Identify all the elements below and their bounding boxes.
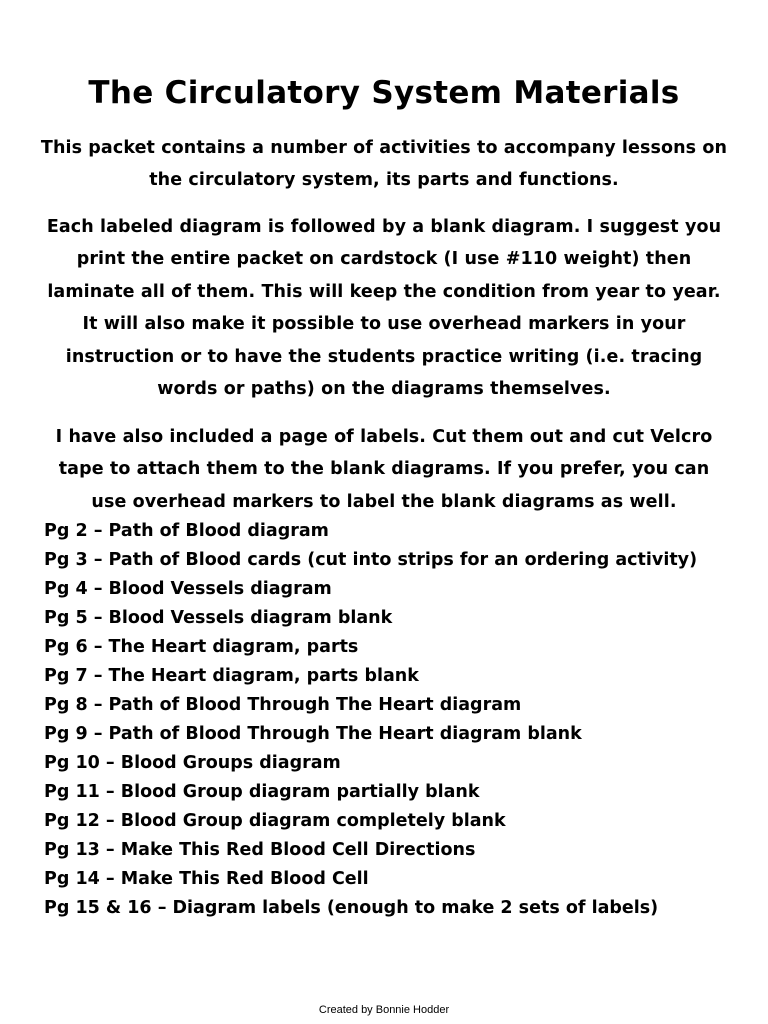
- list-item: Pg 12 – Blood Group diagram completely blank: [44, 811, 506, 831]
- page-title: The Circulatory System Materials: [88, 74, 680, 111]
- list-item: Pg 14 – Make This Red Blood Cell: [44, 869, 369, 889]
- contents-list: [44, 517, 744, 923]
- list-item: Pg 4 – Blood Vessels diagram: [44, 579, 332, 599]
- list-item: Pg 13 – Make This Red Blood Cell Directions: [44, 840, 476, 860]
- intro-paragraph: This packet contains a number of activities to accompany lessons on the circulatory system, its parts and functions.: [40, 137, 728, 190]
- instructions-paragraph: Each labeled diagram is followed by a blank diagram. I suggest you print the entire packet on cardstock (I use #110 weight) then laminate all of them. This will keep the condition from year to year. It will also make it possible to use overhead markers in your instruction or to have the students practice writing (i.e. tracing words or paths) on the diagrams themselves.: [46, 216, 722, 399]
- list-item: Pg 3 – Path of Blood cards (cut into strips for an ordering activity): [44, 550, 698, 570]
- list-item: Pg 6 – The Heart diagram, parts: [44, 637, 359, 657]
- labels-paragraph: I have also included a page of labels. Cut them out and cut Velcro tape to attach them to the blank diagrams. If you prefer, you can use overhead markers to label the blank diagrams as well.: [55, 426, 713, 512]
- list-item: Pg 7 – The Heart diagram, parts blank: [44, 666, 419, 686]
- list-item: Pg 15 & 16 – Diagram labels (enough to make 2 sets of labels): [44, 898, 659, 918]
- list-item: Pg 11 – Blood Group diagram partially blank: [44, 782, 480, 802]
- list-item: Pg 2 – Path of Blood diagram: [44, 521, 329, 541]
- list-item: Pg 9 – Path of Blood Through The Heart diagram blank: [44, 724, 582, 744]
- list-item: Pg 5 – Blood Vessels diagram blank: [44, 608, 393, 628]
- author-credit: Created by Bonnie Hodder: [318, 1004, 450, 1016]
- list-item: Pg 8 – Path of Blood Through The Heart diagram: [44, 695, 522, 715]
- list-item: Pg 10 – Blood Groups diagram: [44, 753, 341, 773]
